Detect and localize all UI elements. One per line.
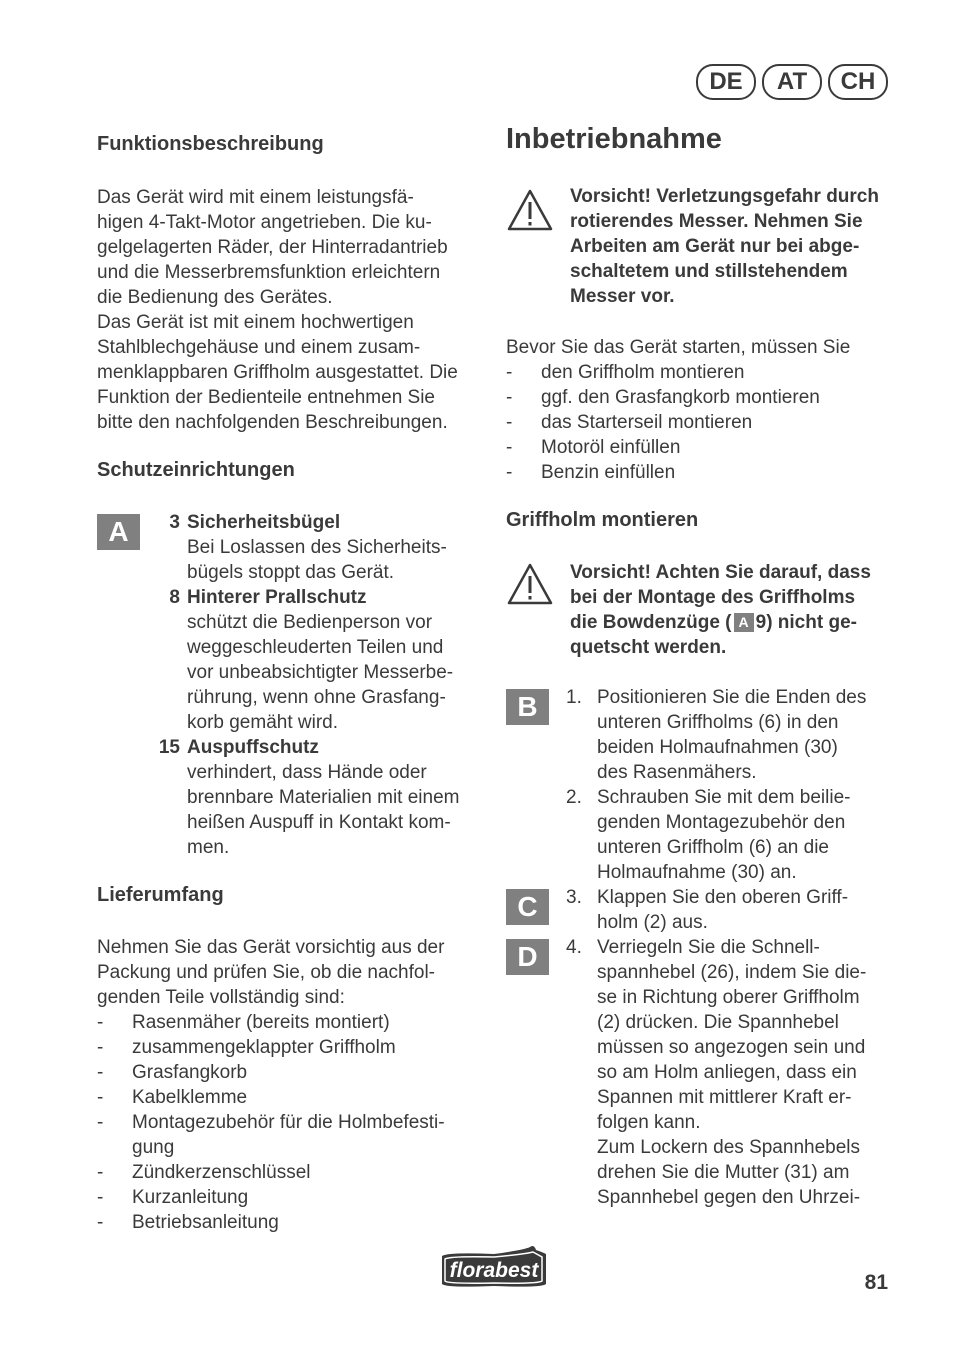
text-line: Positionieren Sie die Enden des xyxy=(597,687,867,708)
before-start-section xyxy=(506,335,896,485)
text-line: verhindert, dass Hände oder xyxy=(187,762,427,783)
text-line: Packung und prüfen Sie, ob die nachfol- xyxy=(97,962,436,983)
text-line: Nehmen Sie das Gerät vorsichtig aus der xyxy=(97,937,445,958)
lang-tag-ch: CH xyxy=(828,64,888,100)
text-line: schützt die Bedienperson vor xyxy=(187,612,433,633)
text-line: des Rasenmähers. xyxy=(597,762,757,783)
step-item xyxy=(566,885,896,935)
text-line: heißen Auspuff in Kontakt kom- xyxy=(187,812,451,833)
step-number: 2. xyxy=(566,787,582,808)
text-line: spannhebel (26), indem Sie die- xyxy=(597,962,867,983)
lang-tag-at: AT xyxy=(762,64,822,100)
step-number: 4. xyxy=(566,937,582,958)
text-line: Spannhebel gegen den Uhrzei- xyxy=(597,1187,861,1208)
func-description xyxy=(97,185,487,435)
text-line: vor unbeabsichtigter Messerbe- xyxy=(187,662,454,683)
figure-badge-b: B xyxy=(506,689,549,725)
text-line: schaltetem und stillstehendem xyxy=(570,261,848,282)
text-line: folgen kann. xyxy=(597,1112,701,1133)
item-number: 3 xyxy=(169,512,180,533)
text-line: Bei Loslassen des Sicherheits- xyxy=(187,537,447,558)
item-number: 8 xyxy=(169,587,180,608)
text-line: men. xyxy=(187,837,230,858)
text-line: Zum Lockern des Spannhebels xyxy=(597,1137,860,1158)
text-line: Arbeiten am Gerät nur bei abge- xyxy=(570,236,860,257)
figure-badge-d: D xyxy=(506,939,549,975)
step-item xyxy=(566,785,896,885)
warning-triangle-icon xyxy=(506,562,554,606)
text-line: rotierendes Messer. Nehmen Sie xyxy=(570,211,863,232)
text-line: se in Richtung oberer Griffholm xyxy=(597,987,860,1008)
text-line: korb gemäht wird. xyxy=(187,712,339,733)
section-heading-funktionsbeschreibung: Funktionsbeschreibung xyxy=(97,133,324,155)
safety-item xyxy=(152,510,492,585)
text-line: so am Holm anliegen, dass ein xyxy=(597,1062,857,1083)
list-item: - Betriebsanleitung xyxy=(97,1210,487,1235)
text-line: Stahlblechgehäuse und einem zusam- xyxy=(97,337,421,358)
text-line: bügels stoppt das Gerät. xyxy=(187,562,395,583)
text-line: Bevor Sie das Gerät starten, müssen Sie xyxy=(506,337,851,358)
text-line: genden Montagezubehör den xyxy=(597,812,846,833)
item-title: Hinterer Prallschutz xyxy=(187,587,367,608)
list-item: - Benzin einfüllen xyxy=(506,460,896,485)
text-line: bei der Montage des Griffholms xyxy=(570,587,856,608)
text-line: unteren Griffholms (6) in den xyxy=(597,712,839,733)
scope-section xyxy=(97,935,487,1235)
text-line: Vorsicht! Achten Sie darauf, dass xyxy=(570,562,871,583)
safety-item xyxy=(152,585,492,735)
text-line: brennbare Materialien mit einem xyxy=(187,787,460,808)
section-heading-lieferumfang: Lieferumfang xyxy=(97,884,224,906)
logo-text: florabest xyxy=(449,1259,539,1282)
list-item: - den Griffholm montieren xyxy=(506,360,896,385)
list-item: - ggf. den Grasfangkorb montieren xyxy=(506,385,896,410)
assembly-steps xyxy=(566,685,896,1210)
step-number: 3. xyxy=(566,887,582,908)
item-number: 15 xyxy=(158,737,180,758)
text-line: rührung, wenn ohne Grasfang- xyxy=(187,687,446,708)
text-line xyxy=(570,610,900,635)
text-line: Verriegeln Sie die Schnell- xyxy=(597,937,820,958)
lang-tag-de: DE xyxy=(696,64,756,100)
before-start-list xyxy=(506,360,896,485)
text-line: Funktion der Bedienteile entnehmen Sie xyxy=(97,387,436,408)
text-line: Holmaufnahme (30) an. xyxy=(597,862,797,883)
text-line: bitte den nachfolgenden Beschreibungen. xyxy=(97,412,448,433)
text-line: higen 4-Takt-Motor angetrieben. Die ku- xyxy=(97,212,432,233)
item-title: Sicherheitsbügel xyxy=(187,512,341,533)
text-line: drehen Sie die Mutter (31) am xyxy=(597,1162,850,1183)
figure-badge-inline-a: A xyxy=(734,613,754,632)
list-item: - Motoröl einfüllen xyxy=(506,435,896,460)
text-fragment: 9) nicht ge- xyxy=(755,612,857,633)
text-line: Messer vor. xyxy=(570,286,675,307)
logo-badge-icon xyxy=(438,1244,550,1290)
section-heading-schutzeinrichtungen: Schutzeinrichtungen xyxy=(97,459,295,481)
text-line: Spannen mit mittlerer Kraft er- xyxy=(597,1087,852,1108)
list-item: - Montagezubehör für die Holmbefesti- gung xyxy=(97,1110,487,1160)
step-item xyxy=(566,685,896,785)
step-number: 1. xyxy=(566,687,582,708)
text-line: Schrauben Sie mit dem beilie- xyxy=(597,787,851,808)
section-heading-griffholm: Griffholm montieren xyxy=(506,509,699,531)
text-line: beiden Holmaufnahmen (30) xyxy=(597,737,838,758)
text-fragment: die Bowdenzüge ( xyxy=(570,612,732,633)
text-line: weggeschleuderten Teilen und xyxy=(187,637,444,658)
text-line: die Bedienung des Gerätes. xyxy=(97,287,333,308)
text-line: gelgelagerten Räder, der Hinterradantrieb xyxy=(97,237,448,258)
step-item xyxy=(566,935,896,1210)
safety-list xyxy=(152,510,492,860)
list-item: - das Starterseil montieren xyxy=(506,410,896,435)
text-line: müssen so angezogen sein und xyxy=(597,1037,866,1058)
page-title: Inbetriebnahme xyxy=(506,123,722,155)
figure-badge-c: C xyxy=(506,889,549,925)
list-item: - Kabelklemme xyxy=(97,1085,487,1110)
list-item: - Grasfangkorb xyxy=(97,1060,487,1085)
language-tags xyxy=(696,64,888,100)
list-item: - Rasenmäher (bereits montiert) xyxy=(97,1010,487,1035)
text-line: unteren Griffholm (6) an die xyxy=(597,837,829,858)
list-item: - zusammengeklappter Griffholm xyxy=(97,1035,487,1060)
page-number: 81 xyxy=(864,1271,888,1294)
warning-message-1 xyxy=(570,184,900,309)
text-line: (2) drücken. Die Spannhebel xyxy=(597,1012,839,1033)
scope-list xyxy=(97,1010,487,1235)
list-item: - Zündkerzenschlüssel xyxy=(97,1160,487,1185)
text-line: menklappbaren Griffholm ausgestattet. Die xyxy=(97,362,458,383)
text-line: Das Gerät ist mit einem hochwertigen xyxy=(97,312,414,333)
figure-badge-a: A xyxy=(97,514,140,550)
florabest-logo xyxy=(438,1244,550,1297)
safety-item xyxy=(152,735,492,860)
text-line: Vorsicht! Verletzungsgefahr durch xyxy=(570,186,879,207)
warning-triangle-icon xyxy=(506,188,554,232)
list-item: - Kurzanleitung xyxy=(97,1185,487,1210)
text-line: genden Teile vollständig sind: xyxy=(97,987,345,1008)
text-line: Klappen Sie den oberen Griff- xyxy=(597,887,849,908)
warning-message-2 xyxy=(570,560,900,660)
text-line: quetscht werden. xyxy=(570,637,727,658)
text-line: und die Messerbremsfunktion erleichtern xyxy=(97,262,441,283)
text-line: Das Gerät wird mit einem leistungsfä- xyxy=(97,187,414,208)
item-title: Auspuffschutz xyxy=(187,737,319,758)
text-line: holm (2) aus. xyxy=(597,912,708,933)
